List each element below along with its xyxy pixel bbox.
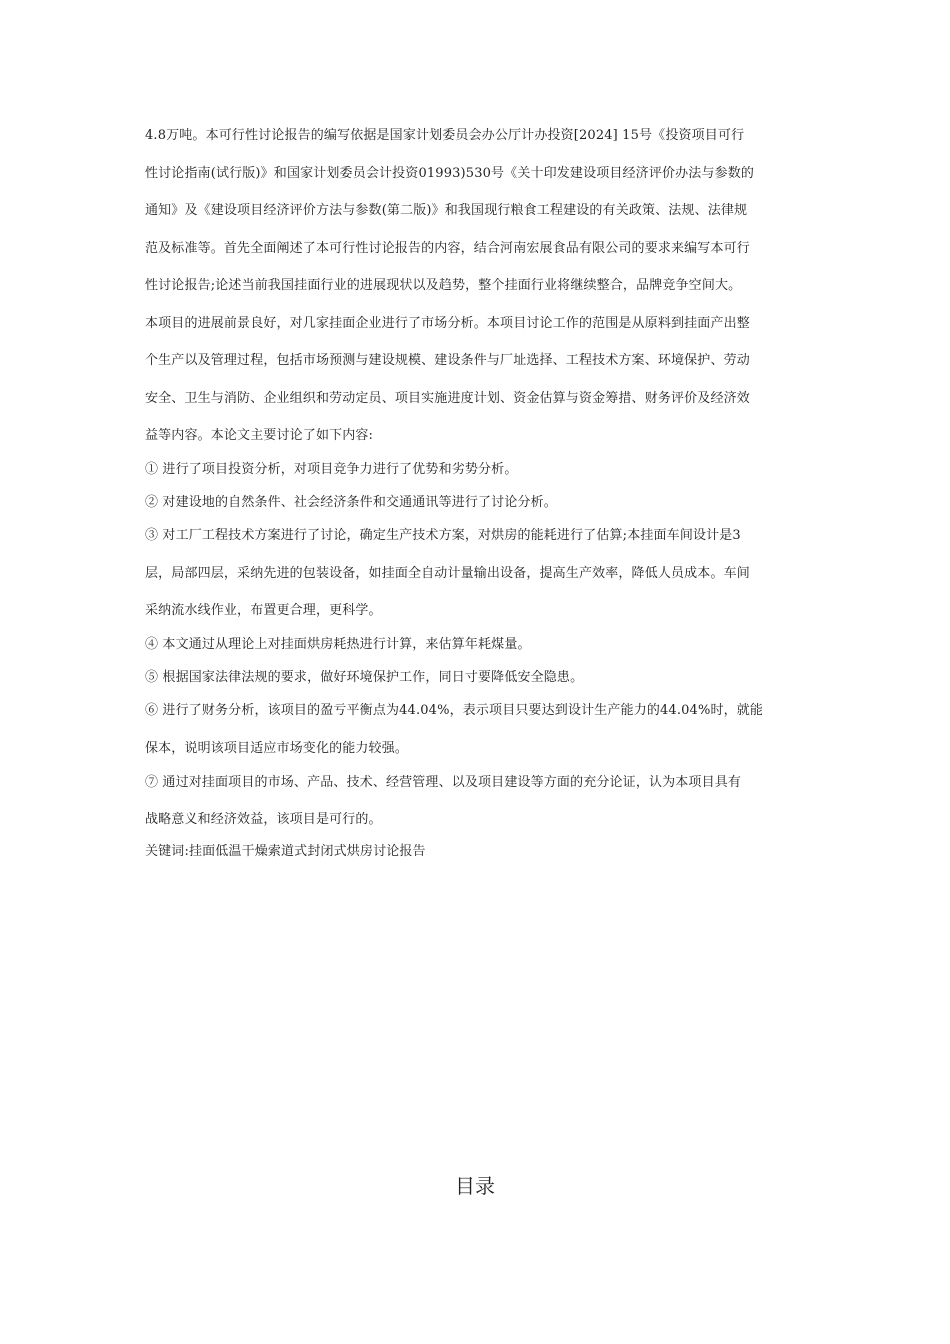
paragraph-line: 范及标准等。首先全面阐述了本可行性讨论报告的内容，结合河南宏展食品有限公司的要求来编写本可行 [145,241,750,256]
paragraph-line: 性讨论指南(试行版)》和国家计划委员会计投资01993)530号《关十印发建设项目经济评价办法与参数的 [145,166,755,181]
list-item-continuation: 保本，说明该项目适应市场变化的能力较强。 [145,741,409,756]
list-item-continuation: 层，局部四层，采纳先进的包装设备，如挂面全自动计量输出设备，提高生产效率，降低人员成本。车间 [145,566,750,581]
list-item: ④ 本文通过从理论上对挂面烘房耗热进行计算，来估算年耗煤量。 [145,637,531,652]
list-item: ③ 对工厂工程技术方案进行了讨论，确定生产技术方案，对烘房的能耗进行了估算;本挂面车间设计是3 [145,528,741,543]
paragraph-line: 个生产以及管理过程，包括市场预测与建设规模、建设条件与厂址选择、工程技术方案、环境保护、劳动 [145,353,750,368]
list-item: ⑥ 进行了财务分析，该项目的盈亏平衡点为44.04%，表示项目只要达到设计生产能力的44.04%时，就能 [145,703,764,718]
paragraph-line: 通知》及《建设项目经济评价方法与参数(第二版)》和我国现行粮食工程建设的有关政策、法规、法律规 [145,203,748,218]
keywords-line: 关键词:挂面低温干燥索道式封闭式烘房讨论报告 [145,844,426,859]
list-item: ② 对建设地的自然条件、社会经济条件和交通通讯等进行了讨论分析。 [145,495,557,510]
paragraph-line: 4.8万吨。本可行性讨论报告的编写依据是国家计划委员会办公厅计办投资[2024] 15号《投资项目可行 [145,128,745,143]
toc-heading: 目录 [455,1174,495,1198]
list-item-continuation: 战略意义和经济效益，该项目是可行的。 [145,812,382,827]
list-item: ⑦ 通过对挂面项目的市场、产品、技术、经营管理、以及项目建设等方面的充分论证，认为本项目具有 [145,775,742,790]
list-item-continuation: 采纳流水线作业，布置更合理，更科学。 [145,603,382,618]
paragraph-line: 安全、卫生与消防、企业组织和劳动定员、项目实施进度计划、资金估算与资金筹措、财务评价及经济效 [145,391,750,406]
paragraph-line: 益等内容。本论文主要讨论了如下内容: [145,428,374,443]
list-item: ① 进行了项目投资分析，对项目竞争力进行了优势和劣势分析。 [145,462,518,477]
list-item: ⑤ 根据国家法律法规的要求，做好环境保护工作，同日寸要降低安全隐患。 [145,670,584,685]
paragraph-line: 性讨论报告;论述当前我国挂面行业的进展现状以及趋势，整个挂面行业将继续整合，品牌竞争空间大。 [145,278,742,293]
paragraph-line: 本项目的进展前景良好，对几家挂面企业进行了市场分析。本项目讨论工作的范围是从原料到挂面产出整 [145,316,750,331]
